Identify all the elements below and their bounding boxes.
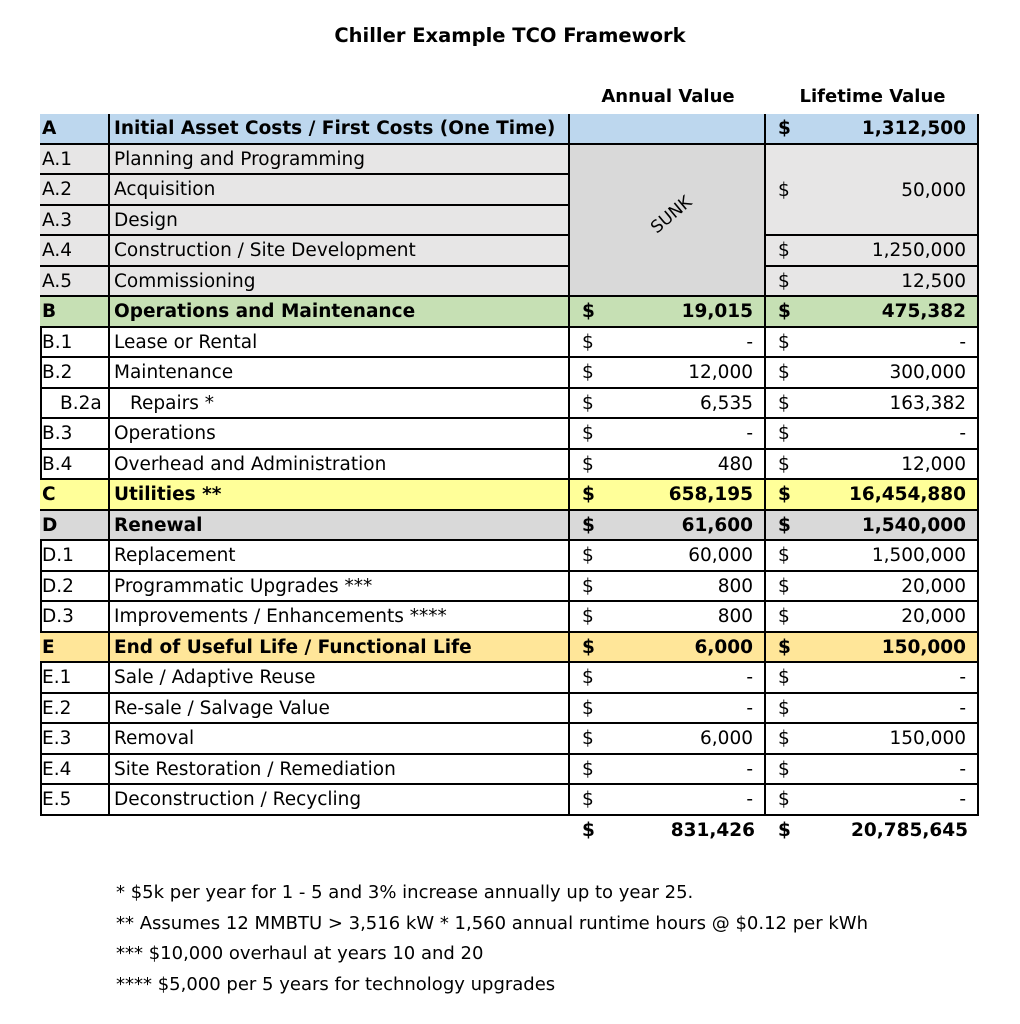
sunk-label: SUNK: [647, 191, 697, 238]
table-row-b-3-code: [40, 419, 110, 450]
a-group-lifetime: [766, 145, 979, 237]
table-row-e-label: [110, 633, 570, 664]
row-label: Overhead and Administration: [114, 453, 387, 475]
currency-symbol: $: [778, 270, 790, 292]
table-row-d-annual: [570, 511, 766, 542]
currency-symbol: $: [582, 789, 594, 810]
table-row-d-2-code: [40, 572, 110, 603]
lifetime-value: -: [959, 423, 966, 444]
annual-value: -: [746, 667, 753, 688]
table-row-e-2-label: [110, 694, 570, 725]
currency-symbol: $: [778, 331, 790, 353]
table-row-a-label: [110, 114, 570, 145]
table-row-b-1-code: [40, 328, 110, 359]
annual-value: -: [746, 423, 753, 444]
currency-symbol: $: [582, 362, 594, 383]
row-label: Design: [114, 209, 178, 231]
row-label: Commissioning: [114, 270, 256, 292]
table-row-b-4-label: [110, 450, 570, 481]
row-label: Construction / Site Development: [114, 240, 416, 261]
table-row-a-4-label: [110, 236, 570, 267]
row-code: C: [42, 484, 56, 505]
table-row-b-4-lifetime: [766, 450, 979, 481]
table-row-a-3-label: [110, 206, 570, 237]
footnote: ** Assumes 12 MMBTU > 3,516 kW * 1,560 annual runtime hours @ $0.12 per kWh: [116, 912, 868, 934]
lifetime-value: 163,382: [889, 392, 966, 414]
lifetime-value: 12,500: [901, 270, 966, 292]
currency-symbol: $: [778, 118, 791, 139]
footnote: **** $5,000 per 5 years for technology upgrades: [116, 973, 556, 995]
table-row-b-3-lifetime: [766, 419, 979, 450]
annual-value: 19,015: [681, 301, 753, 322]
currency-symbol: $: [778, 423, 790, 444]
footnotes: [116, 878, 868, 1000]
row-label: Operations: [114, 423, 216, 444]
currency-symbol: $: [778, 636, 791, 658]
row-label: Operations and Maintenance: [114, 301, 416, 322]
currency-symbol: $: [778, 301, 791, 322]
row-label: Renewal: [114, 514, 203, 536]
table-row-d-3-lifetime: [766, 602, 979, 633]
table-row-d-code: [40, 511, 110, 542]
annual-total: [570, 816, 766, 845]
table-row-a-code: [40, 114, 110, 145]
lifetime-value: -: [959, 331, 966, 353]
table-row-e-5-label: [110, 785, 570, 816]
currency-symbol: $: [582, 453, 594, 475]
table-row-b-code: [40, 297, 110, 328]
lifetime-value-header: Lifetime Value: [799, 86, 946, 107]
annual-value: 61,600: [681, 514, 753, 536]
table-row-a-4-code: [40, 236, 110, 267]
a-group-lifetime-value: 50,000: [901, 179, 966, 201]
lifetime-value: 16,454,880: [848, 484, 966, 505]
lifetime-value: 1,500,000: [871, 545, 966, 566]
table-row-d-label: [110, 511, 570, 542]
currency-symbol: $: [778, 453, 790, 475]
row-label: Acquisition: [114, 179, 216, 200]
table-row-b-2-label: [110, 358, 570, 389]
annual-value-header: Annual Value: [601, 86, 735, 107]
annual-value: -: [746, 697, 753, 719]
currency-symbol: $: [778, 545, 790, 566]
row-code: E.1: [42, 667, 72, 688]
annual-value: 6,000: [694, 636, 753, 658]
table-row-a-5-label: [110, 267, 570, 298]
table-row-c-lifetime: [766, 480, 979, 511]
row-label: Utilities **: [114, 484, 222, 505]
row-label: Maintenance: [114, 362, 234, 383]
row-code: E.4: [42, 758, 72, 780]
lifetime-total: [766, 816, 979, 845]
currency-symbol: $: [582, 758, 594, 780]
currency-symbol: $: [778, 362, 790, 383]
table-row-e-2-annual: [570, 694, 766, 725]
row-label: Programmatic Upgrades ***: [114, 575, 373, 597]
table-row-a-4-lifetime: [766, 236, 979, 267]
row-code: A: [42, 118, 57, 139]
row-code: A.5: [42, 270, 72, 292]
table-row-d-3-annual: [570, 602, 766, 633]
table-row-b-2a-label: [110, 389, 570, 420]
currency-symbol: $: [778, 484, 791, 505]
lifetime-value: 150,000: [881, 636, 966, 658]
table-row-e-5-annual: [570, 785, 766, 816]
table-row-a-1-code: [40, 145, 110, 176]
table-row-e-3-annual: [570, 724, 766, 755]
table-row-d-2-lifetime: [766, 572, 979, 603]
table-row-e-2-lifetime: [766, 694, 979, 725]
table-row-c-annual: [570, 480, 766, 511]
lifetime-value: 1,312,500: [861, 118, 966, 139]
table-row-d-1-label: [110, 541, 570, 572]
table-row-d-2-label: [110, 572, 570, 603]
table-row-e-3-label: [110, 724, 570, 755]
table-row-b-2-code: [40, 358, 110, 389]
table-row-d-2-annual: [570, 572, 766, 603]
table-row-b-1-annual: [570, 328, 766, 359]
row-label: Re-sale / Salvage Value: [114, 697, 330, 719]
lifetime-total-value: 20,785,645: [850, 820, 968, 841]
row-code: E.3: [42, 728, 72, 749]
row-code: B.2: [42, 362, 73, 383]
currency-symbol: $: [778, 392, 790, 414]
table-row-e-code: [40, 633, 110, 664]
annual-value: 12,000: [688, 362, 753, 383]
table-row-d-lifetime: [766, 511, 979, 542]
row-label: Removal: [114, 728, 195, 749]
currency-symbol: $: [582, 545, 594, 566]
lifetime-value: -: [959, 667, 966, 688]
row-code: A.4: [42, 240, 72, 261]
table-row-b-2a-code: [40, 389, 110, 420]
table-row-c-label: [110, 480, 570, 511]
footnote: *** $10,000 overhaul at years 10 and 20: [116, 943, 484, 964]
annual-value: 6,535: [700, 392, 753, 414]
currency-symbol: $: [778, 758, 790, 780]
row-label: Replacement: [114, 545, 236, 566]
row-label: Deconstruction / Recycling: [114, 789, 362, 810]
table-row-e-4-lifetime: [766, 755, 979, 786]
lifetime-value: 475,382: [881, 301, 966, 322]
table-row-b-3-label: [110, 419, 570, 450]
table-row-b-2-lifetime: [766, 358, 979, 389]
table-row-a-annual: [570, 114, 766, 145]
table-row-b-lifetime: [766, 297, 979, 328]
currency-symbol: $: [778, 606, 790, 627]
footnote: * $5k per year for 1 - 5 and 3% increase annually up to year 25.: [116, 882, 694, 903]
currency-symbol: $: [582, 636, 595, 658]
table-row-e-3-code: [40, 724, 110, 755]
currency-symbol: $: [582, 392, 594, 414]
annual-value: 800: [717, 606, 753, 627]
lifetime-value: -: [959, 697, 966, 719]
currency-symbol: $: [582, 697, 594, 719]
table-row-e-annual: [570, 633, 766, 664]
row-code: E: [42, 636, 55, 658]
table-row-a-2-label: [110, 175, 570, 206]
table-row-d-3-code: [40, 602, 110, 633]
row-code: D: [42, 514, 58, 536]
table-row-a-3-code: [40, 206, 110, 237]
row-code: D.3: [42, 606, 74, 627]
table-row-b-3-annual: [570, 419, 766, 450]
annual-value: -: [746, 789, 753, 810]
lifetime-value: 150,000: [889, 728, 966, 749]
lifetime-value: 20,000: [901, 606, 966, 627]
table-row-e-1-code: [40, 663, 110, 694]
row-code: B.1: [42, 331, 73, 353]
row-label: Planning and Programming: [114, 148, 365, 170]
currency-symbol: $: [778, 789, 790, 810]
row-code: B: [42, 301, 57, 322]
row-label: Lease or Rental: [114, 331, 258, 353]
table-row-a-lifetime: [766, 114, 979, 145]
currency-symbol: $: [778, 697, 790, 719]
row-code: B.3: [42, 423, 73, 444]
currency-symbol: $: [582, 423, 594, 444]
currency-symbol: $: [778, 820, 791, 841]
table-row-b-annual: [570, 297, 766, 328]
lifetime-value: 1,540,000: [861, 514, 966, 536]
annual-total-value: 831,426: [670, 820, 755, 841]
row-code: E.2: [42, 697, 72, 719]
table-row-b-2a-annual: [570, 389, 766, 420]
table-row-e-1-lifetime: [766, 663, 979, 694]
row-label: Site Restoration / Remediation: [114, 758, 396, 780]
table-row-e-5-code: [40, 785, 110, 816]
annual-value: 60,000: [688, 545, 753, 566]
row-code: D.2: [42, 575, 74, 597]
currency-symbol: $: [582, 575, 594, 597]
annual-value: 800: [717, 575, 753, 597]
currency-symbol: $: [582, 728, 594, 749]
row-label: End of Useful Life / Functional Life: [114, 636, 472, 658]
row-code: A.3: [42, 209, 72, 231]
currency-symbol: $: [778, 240, 790, 261]
table-row-e-1-annual: [570, 663, 766, 694]
annual-value: -: [746, 331, 753, 353]
lifetime-value: 300,000: [889, 362, 966, 383]
table-row-a-5-code: [40, 267, 110, 298]
currency-symbol: $: [778, 728, 790, 749]
table-row-c-code: [40, 480, 110, 511]
row-code: B.4: [42, 453, 73, 475]
row-code: A.1: [42, 148, 72, 170]
sunk-cell: [570, 145, 766, 298]
currency-symbol: $: [778, 575, 790, 597]
lifetime-value: 20,000: [901, 575, 966, 597]
currency-symbol: $: [582, 514, 595, 536]
table-row-a-2-code: [40, 175, 110, 206]
table-row-e-4-code: [40, 755, 110, 786]
table-row-e-lifetime: [766, 633, 979, 664]
row-label: Sale / Adaptive Reuse: [114, 667, 316, 688]
table-row-d-3-label: [110, 602, 570, 633]
row-code: A.2: [42, 179, 72, 200]
table-row-e-3-lifetime: [766, 724, 979, 755]
annual-value: 6,000: [700, 728, 753, 749]
lifetime-value: 12,000: [901, 453, 966, 475]
table-row-e-4-annual: [570, 755, 766, 786]
table-row-b-1-lifetime: [766, 328, 979, 359]
lifetime-value: -: [959, 789, 966, 810]
lifetime-value: -: [959, 758, 966, 780]
lifetime-value: 1,250,000: [871, 240, 966, 261]
currency-symbol: $: [582, 606, 594, 627]
row-code: E.5: [42, 789, 72, 810]
page-title: Chiller Example TCO Framework: [334, 24, 686, 47]
table-row-b-4-code: [40, 450, 110, 481]
currency-symbol: $: [582, 667, 594, 688]
table-row-a-1-label: [110, 145, 570, 176]
table-row-b-2-annual: [570, 358, 766, 389]
table-row-e-4-label: [110, 755, 570, 786]
currency-symbol: $: [582, 484, 595, 505]
currency-symbol: $: [582, 331, 594, 353]
table-row-d-1-lifetime: [766, 541, 979, 572]
row-label: Repairs *: [130, 392, 214, 414]
table-row-e-1-label: [110, 663, 570, 694]
row-label: Improvements / Enhancements ****: [114, 606, 447, 627]
currency-symbol: $: [582, 301, 595, 322]
table-row-e-2-code: [40, 694, 110, 725]
annual-value: 480: [717, 453, 753, 475]
row-code: D.1: [42, 545, 74, 566]
row-label: Initial Asset Costs / First Costs (One Time): [114, 118, 556, 139]
table-row-d-1-code: [40, 541, 110, 572]
table-row-b-1-label: [110, 328, 570, 359]
row-code: B.2a: [60, 392, 102, 414]
table-row-b-4-annual: [570, 450, 766, 481]
currency-symbol: $: [778, 514, 791, 536]
table-row-a-5-lifetime: [766, 267, 979, 298]
currency-symbol: $: [778, 667, 790, 688]
table-row-d-1-annual: [570, 541, 766, 572]
table-row-e-5-lifetime: [766, 785, 979, 816]
annual-value: -: [746, 758, 753, 780]
currency-symbol: $: [582, 820, 595, 841]
annual-value: 658,195: [668, 484, 753, 505]
table-row-b-label: [110, 297, 570, 328]
table-row-b-2a-lifetime: [766, 389, 979, 420]
currency-symbol: $: [778, 179, 790, 201]
